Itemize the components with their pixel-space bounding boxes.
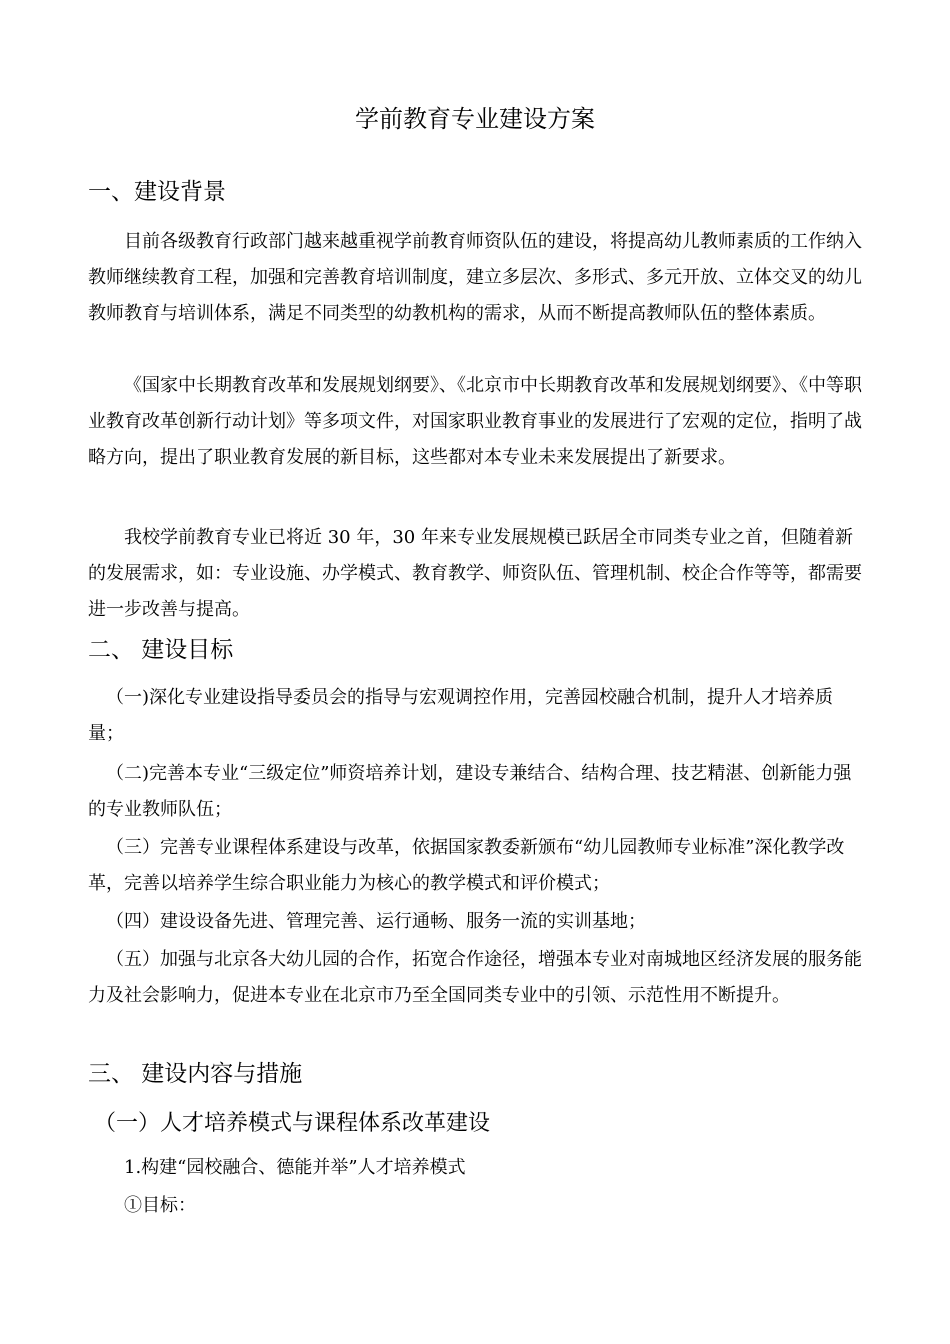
paragraph-background-3: 我校学前教育专业已将近 30 年，30 年来专业发展规模已跃居全市同类专业之首，但随着新的发展需求，如：专业设施、办学模式、教育教学、师资队伍、管理机制、校企合作等等，都需要进一步改善与提高。 xyxy=(88,527,862,620)
goal-item-5: （五）加强与北京各大幼儿园的合作，拓宽合作途径，增强本专业对南城地区经济发展的服务能力及社会影响力，促进本专业在北京市乃至全国同类专业中的引领、示范性用不断提升。 xyxy=(88,949,862,1006)
paragraph-background-1: 目前各级教育行政部门越来越重视学前教育师资队伍的建设，将提高幼儿教师素质的工作纳入教师继续教育工程，加强和完善教育培训制度，建立多层次、多形式、多元开放、立体交叉的幼儿教师教育与培训体系，满足不同类型的幼教机构的需求，从而不断提高教师队伍的整体素质。 xyxy=(88,231,862,324)
section-heading-measures: 三、 建设内容与措施 xyxy=(88,1061,303,1087)
subsection-heading-training-model: （一）人才培养模式与课程体系改革建设 xyxy=(94,1111,491,1136)
list-subitem-goal: ①目标： xyxy=(124,1195,196,1216)
section-heading-goals: 二、 建设目标 xyxy=(88,637,234,663)
goal-item-3: （三）完善专业课程体系建设与改革，依据国家教委新颁布“幼儿园教师专业标准”深化教学改革，完善以培养学生综合职业能力为核心的教学模式和评价模式； xyxy=(88,837,845,894)
goal-item-2: （二)完善本专业“三级定位”师资培养计划，建设专兼结合、结构合理、技艺精湛、创新能力强的专业教师队伍； xyxy=(88,763,852,820)
document-title: 学前教育专业建设方案 xyxy=(355,105,595,133)
section-heading-background: 一、建设背景 xyxy=(88,179,226,205)
list-item-training-model: 1.构建“园校融合、德能并举”人才培养模式 xyxy=(124,1157,466,1178)
goal-item-4: （四）建设设备先进、管理完善、运行通畅、服务一流的实训基地； xyxy=(106,911,646,932)
paragraph-background-2: 《国家中长期教育改革和发展规划纲要》、《北京市中长期教育改革和发展规划纲要》、《中等职业教育改革创新行动计划》等多项文件，对国家职业教育事业的发展进行了宏观的定位，指明了战略方向，提出了职业教育发展的新目标，这些都对本专业未来发展提出了新要求。 xyxy=(88,375,862,468)
goal-item-1: （一)深化专业建设指导委员会的指导与宏观调控作用，完善园校融合机制，提升人才培养质量； xyxy=(88,687,834,744)
